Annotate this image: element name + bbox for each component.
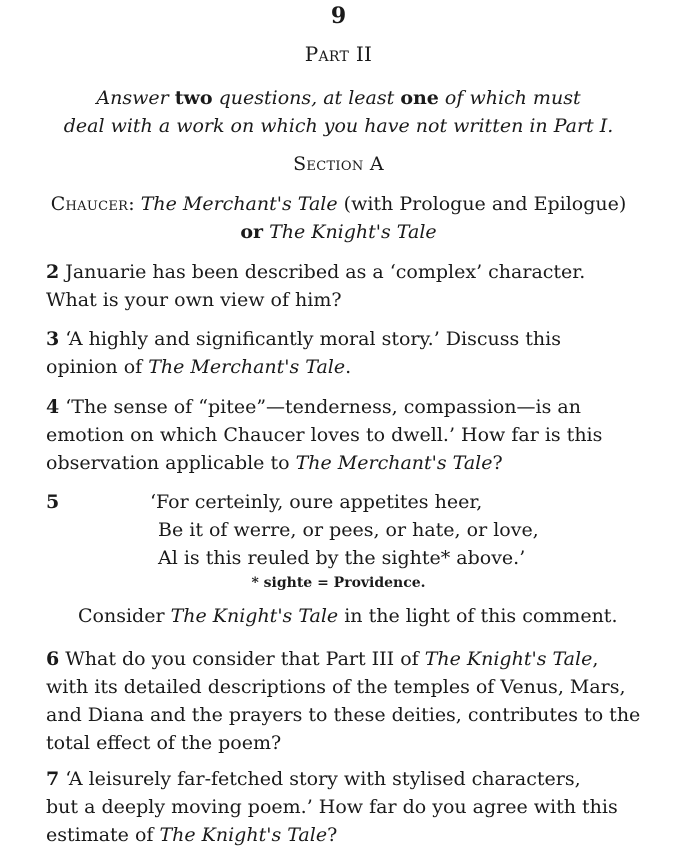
question-2: [46, 258, 631, 314]
q3-line2-title: The Merchant's Tale: [148, 356, 346, 378]
topic-heading: [46, 190, 631, 246]
section-title: Section A: [293, 153, 384, 175]
topic-work2: The Knight's Tale: [269, 221, 437, 243]
q5-prompt: [46, 602, 631, 630]
question-number: 3: [46, 328, 60, 350]
instr-bold-two: two: [174, 87, 213, 109]
q6-line2: with its detailed descriptions of the temples of Venus, Mars,: [46, 676, 626, 698]
q7-line3-post: ?: [327, 824, 338, 846]
instr-bold-one: one: [400, 87, 439, 109]
q6-line1-pre: What do you consider that Part III of: [65, 648, 425, 670]
q7-line2: but a deeply moving poem.’ How far do you agree with this: [46, 796, 618, 818]
question-number: 4: [46, 396, 60, 418]
q5-quote-line3: Al is this reuled by the sighte* above.’: [158, 547, 526, 569]
topic-or: or: [240, 221, 264, 243]
q7-line3-title: The Knight's Tale: [159, 824, 328, 846]
q4-line2: emotion on which Chaucer loves to dwell.’ How far is this: [46, 424, 603, 446]
instr-line2: deal with a work on which you have not written in Part I.: [63, 115, 614, 137]
q5-quote: [46, 488, 631, 572]
q5-prompt-post: in the light of this comment.: [338, 605, 618, 627]
topic-colon: :: [128, 193, 141, 215]
q7-line3-pre: estimate of: [46, 824, 160, 846]
q5-quote-line2: Be it of werre, or pees, or hate, or love,: [158, 519, 539, 541]
q4-line3-post: ?: [492, 452, 503, 474]
instructions: [46, 84, 631, 140]
q3-line2-post: .: [345, 356, 352, 378]
topic-author: Chaucer: [50, 193, 129, 215]
q6-line3: and Diana and the prayers to these deities, contributes to the: [46, 704, 641, 726]
question-6: [46, 645, 641, 757]
question-5: [46, 488, 631, 630]
question-number: 7: [46, 768, 60, 790]
page-number: 9: [330, 3, 347, 29]
q3-line2-pre: opinion of: [46, 356, 149, 378]
question-number: 2: [46, 261, 60, 283]
q3-line1: ‘A highly and significantly moral story.’ Discuss this: [65, 328, 561, 350]
q5-quote-line1: ‘For certeinly, oure appetites heer,: [150, 491, 483, 513]
question-number: 5: [46, 491, 60, 513]
topic-work1-extra: (with Prologue and Epilogue): [337, 193, 627, 215]
q5-prompt-title: The Knight's Tale: [170, 605, 339, 627]
q2-line1: Januarie has been described as a ‘complex’ character.: [65, 261, 586, 283]
q2-line2: What is your own view of him?: [46, 289, 342, 311]
q4-line1: ‘The sense of “pitee”—tenderness, compassion—is an: [65, 396, 581, 418]
q4-line3-title: The Merchant's Tale: [295, 452, 493, 474]
q5-footnote: * sighte = Providence.: [251, 575, 426, 591]
instr-part1: Answer: [96, 87, 175, 109]
question-4: [46, 393, 631, 477]
q5-prompt-pre: Consider: [78, 605, 171, 627]
q6-line1-post: ,: [592, 648, 599, 670]
q6-line1-title: The Knight's Tale: [424, 648, 593, 670]
topic-work1: The Merchant's Tale: [140, 193, 338, 215]
question-number: 6: [46, 648, 60, 670]
question-7: [46, 765, 631, 849]
q7-line1: ‘A leisurely far-fetched story with stylised characters,: [65, 768, 581, 790]
instr-part2: questions, at least: [212, 87, 401, 109]
q6-line4: total effect of the poem?: [46, 732, 282, 754]
instr-part3: of which must: [438, 87, 581, 109]
part-title: Part II: [304, 42, 373, 66]
q4-line3-pre: observation applicable to: [46, 452, 296, 474]
question-3: [46, 325, 631, 381]
